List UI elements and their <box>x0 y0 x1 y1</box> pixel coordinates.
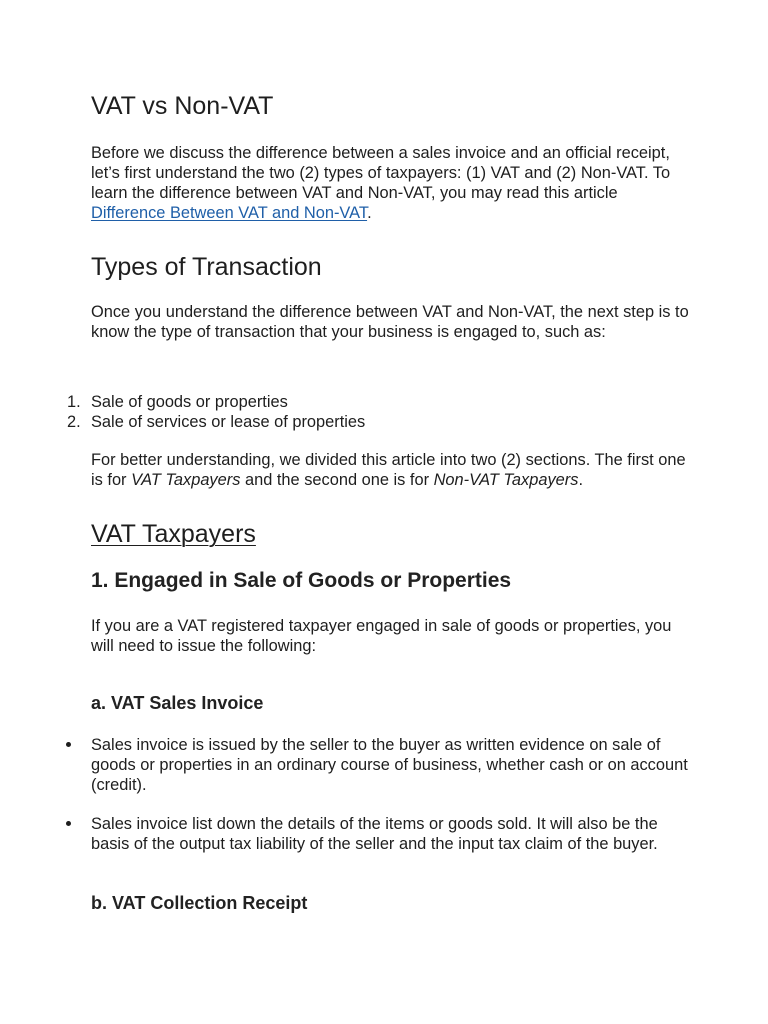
note-emphasis-vat: VAT Taxpayers <box>131 471 241 489</box>
sale-of-goods-intro: If you are a VAT registered taxpayer engaged in sale of goods or properties, you will need to issue the following: <box>91 617 672 655</box>
sales-invoice-bullets <box>0 735 768 854</box>
list-item-number: 2. <box>67 413 81 431</box>
intro-text: Before we discuss the difference between a sales invoice and an official receipt, let’s first understand the two (2) types of taxpayers: (1) VAT and (2) Non-VAT. To learn the difference between VAT and Non-VAT, you may read this article <box>91 144 671 202</box>
list-item <box>0 412 768 432</box>
list-item <box>0 392 768 412</box>
bullet-icon <box>66 742 71 747</box>
heading-vat-taxpayers: VAT Taxpayers <box>91 520 256 548</box>
intro-paragraph <box>91 143 691 223</box>
transaction-types-list <box>0 392 768 432</box>
intro-text-end: . <box>367 204 372 222</box>
list-item-text: Sale of goods or properties <box>91 393 288 411</box>
note-emphasis-nonvat: Non-VAT Taxpayers <box>433 471 579 489</box>
heading-sale-of-goods: 1. Engaged in Sale of Goods or Properties <box>91 569 512 592</box>
list-item <box>0 814 768 854</box>
note-text: For better understanding, we divided this article into two (2) sections. The first one is for <box>91 451 686 489</box>
sections-note-paragraph <box>91 450 691 490</box>
list-item-text: Sale of services or lease of properties <box>91 413 366 431</box>
transaction-intro-paragraph: Once you understand the difference between VAT and Non-VAT, the next step is to know the type of transaction that your business is engaged to, such as: <box>91 303 689 341</box>
heading-types-of-transaction: Types of Transaction <box>91 253 322 281</box>
bullet-text: Sales invoice list down the details of the items or goods sold. It will also be the basis of the output tax liability of the seller and the input tax claim of the buyer. <box>91 815 658 853</box>
note-text: and the second one is for <box>240 471 434 489</box>
heading-vat-vs-nonvat: VAT vs Non-VAT <box>91 92 274 120</box>
bullet-text: Sales invoice is issued by the seller to the buyer as written evidence on sale of goods or properties in an ordinary course of business, whether cash or on account (credit). <box>91 736 688 794</box>
note-text-end: . <box>578 471 584 489</box>
list-item-number: 1. <box>67 393 81 411</box>
vat-difference-link[interactable]: Difference Between VAT and Non-VAT <box>91 204 368 222</box>
list-item <box>0 735 768 795</box>
heading-vat-collection-receipt: b. VAT Collection Receipt <box>91 893 308 913</box>
bullet-icon <box>66 821 71 826</box>
heading-vat-sales-invoice: a. VAT Sales Invoice <box>91 693 264 713</box>
